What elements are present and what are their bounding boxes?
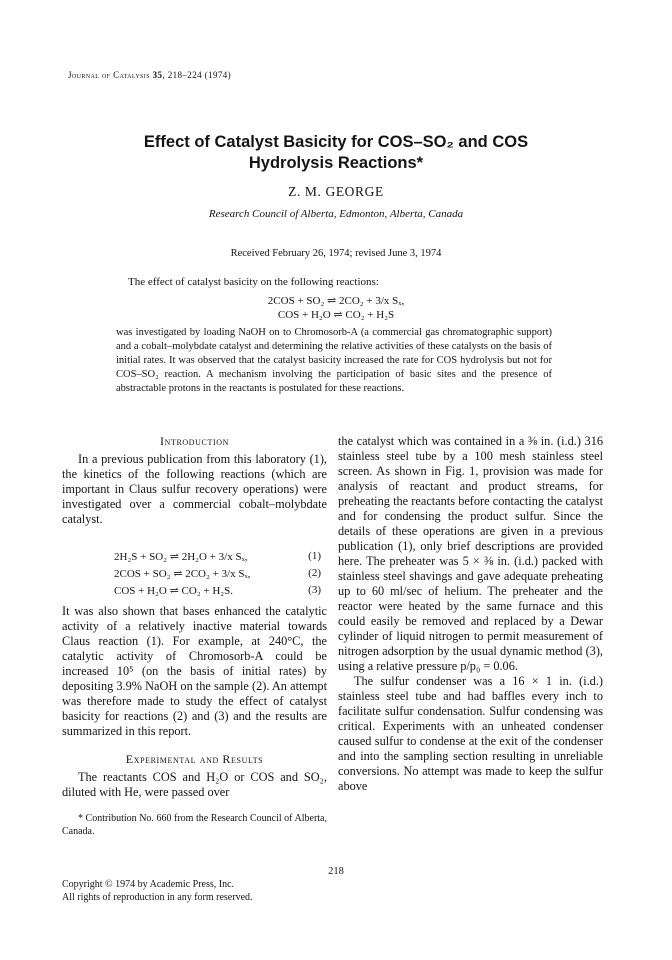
equation-3	[62, 584, 327, 599]
equation-2	[62, 567, 327, 582]
equation-2-text: 2COS + SO₂ ⇌ 2CO₂ + 3/x Sₓ,	[114, 568, 251, 580]
equation-3-text: COS + H₂O ⇌ CO₂ + H₂S.	[114, 585, 234, 597]
experimental-p1-text: The reactants COS and H₂O or COS and SO₂, diluted with He, were passed over	[62, 770, 327, 799]
experimental-paragraph	[62, 770, 327, 800]
intro-p2-text: It was also shown that bases enhanced the catalytic activity of a relatively inactive material towards Claus reaction (1). For example, at 240°C, the catalytic activity of Chromosorb-A could be increased 10⁵ (on the basis of initial rates) by depositing 3.9% NaOH on the sample (2). An attempt was therefore made to study the effect of catalyst basicity for reactions (2) and (3) and the results are summarized in this report.	[62, 604, 327, 738]
affiliation: Research Council of Alberta, Edmonton, Alberta, Canada	[208, 208, 464, 220]
author-name: Z. M. GEORGE	[288, 184, 384, 199]
equation-3-number: (3)	[308, 584, 321, 596]
abstract-body: was investigated by loading NaOH on to Chromosorb-A (a commercial gas chromatographic support) and a cobalt–molybdate catalyst and determining the relative activities of these catalysts on the basis of initial rates. It was observed that the catalyst basicity increased the rate for COS hydrolysis but not for COS–SO₂ reaction. A mechanism involving the participation of basic sites and the presence of abstractable protons in the reactants is postulated for these reactions.	[116, 327, 552, 394]
journal-name: Journal of Catalysis	[68, 70, 150, 80]
paper-title	[0, 132, 672, 174]
equation-2-number: (2)	[308, 567, 321, 579]
journal-pages: , 218–224 (1974)	[162, 70, 232, 80]
received-dates: Received February 26, 1974; revised June 3, 1974	[230, 248, 442, 259]
journal-header	[68, 70, 231, 80]
right-p2-text: The sulfur condenser was a 16 × 1 in. (i.d.) stainless steel tube and had baffles every inch to facilitate sulfur condensation. Sulfur condensing was critical. Experiments with an unheated condenser caused sulfur to condense at the exit of the condenser and into the sampling section resulting in unreliable conversions. No attempt was made to keep the sulfur above	[338, 674, 603, 793]
footnote-text: * Contribution No. 660 from the Research Council of Alberta, Canada.	[62, 813, 327, 837]
title-line-1: Effect of Catalyst Basicity for COS–SO₂ and COS	[143, 133, 529, 151]
abstract-intro: The effect of catalyst basicity on the following reactions:	[128, 276, 379, 288]
copyright-line-2: All rights of reproduction in any form reserved.	[62, 892, 253, 903]
intro-p1-text: In a previous publication from this laboratory (1), the kinetics of the following reactions (which are important in Claus sulfur recovery operations) were investigated over a commercial cobalt–molybdate catalyst.	[62, 452, 327, 526]
journal-volume: 35	[152, 70, 163, 80]
equation-1-number: (1)	[308, 550, 321, 562]
abstract-reaction-1: 2COS + SO₂ ⇌ 2CO₂ + 3/x Sₓ,	[267, 295, 405, 307]
intro-paragraph-1	[62, 452, 327, 527]
page-number: 218	[328, 866, 344, 877]
experimental-heading: Experimental and Results	[125, 752, 264, 766]
right-column	[338, 434, 603, 794]
copyright-line-1: Copyright © 1974 by Academic Press, Inc.	[62, 879, 235, 890]
introduction-heading: Introduction	[160, 434, 229, 448]
abstract-reaction-2: COS + H₂O ⇌ CO₂ + H₂S	[277, 309, 395, 321]
equation-1-text: 2H₂S + SO₂ ⇌ 2H₂O + 3/x Sₓ,	[114, 551, 248, 563]
equation-1	[62, 550, 327, 565]
copyright	[62, 878, 253, 904]
title-line-2: Hydrolysis Reactions*	[248, 154, 424, 172]
footnote	[62, 812, 327, 838]
right-p1-text: the catalyst which was contained in a ⅜ in. (i.d.) 316 stainless steel tube by a 100 mesh stainless steel screen. As shown in Fig. 1, provision was made for analysis of reactant and product streams, for preheating the reactants before contacting the catalyst and for condensing the product sulfur. Since the details of these operations are given in a previous publication (1), only brief descriptions are provided here. The preheater was 5 × ⅜ in. (i.d.) packed with stainless steel shavings and gave adequate preheating up to 60 ml/sec of helium. The preheater and the reactor were heated by the same furnace and this could easily be removed and replaced by a Dewar cylinder of liquid nitrogen to permit measurement of nitrogen adsorption by the usual dynamic method (3), using a relative pressure p/p₀ = 0.06.	[338, 434, 603, 673]
intro-paragraph-2	[62, 604, 327, 739]
